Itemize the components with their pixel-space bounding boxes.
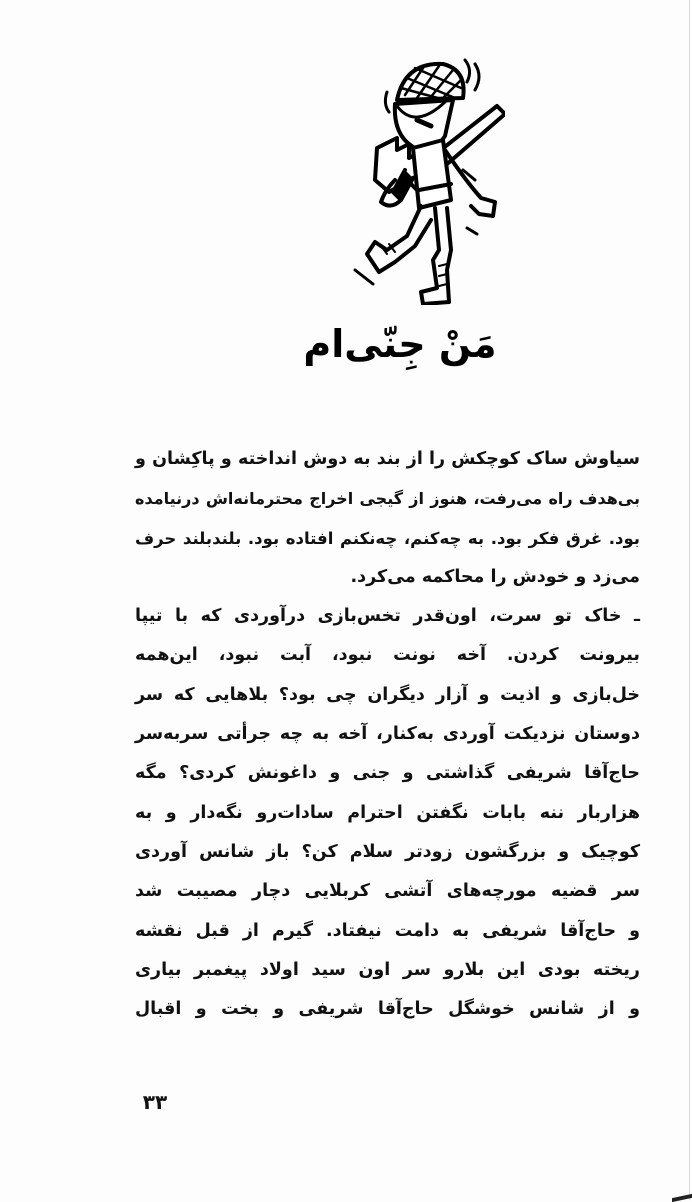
text-line: ـ خاک تو سرت، اون‌قدر تخس‌بازی درآوردی که با تیپا	[135, 606, 640, 627]
scan-corner-mark	[672, 1194, 692, 1202]
text-line: می‌زد و خودش را محاکمه می‌کرد.	[350, 566, 640, 587]
text-line: و از شانس خوشگل حاج‌آقا شریفی و بخت و اقبال	[135, 999, 640, 1020]
text-line: سر قضیه مورچه‌های آتشی کربلایی دچار مصیبت شد	[135, 881, 640, 902]
text-line: دوستان نزدیکت آوردی به‌کنار، آخه به چه جرأتی سربه‌سر	[135, 724, 640, 745]
right-leg	[421, 208, 451, 304]
page-edge	[689, 0, 690, 1200]
cartoon-soldier-illustration	[335, 40, 505, 305]
body-text	[135, 440, 640, 1029]
chapter-title: مَنْ جِنّی‌ام	[303, 322, 497, 366]
left-leg	[367, 206, 431, 272]
text-line: ریخته بودی این بلارو سر اون سید اولاد پیغمبر بیاری	[135, 959, 640, 980]
page-number: ۳۳	[142, 1090, 168, 1114]
text-line: هزاربار ننه بابات نگفتن احترام سادات‌رو نگه‌دار و به	[135, 802, 640, 823]
text-line: بود. غرق فکر بود. به چه‌کنم، چه‌نکنم افتاده بود. بلندبلند حرف	[135, 528, 640, 548]
text-line: خل‌بازی و اذیت و آزار دیگران چی بود؟ بلاهایی که سر	[135, 684, 640, 705]
text-line: حاج‌آقا شریفی گذاشتی و جنی و داغونش کردی؟ مگه	[135, 763, 640, 784]
text-line: سیاوش ساک کوچکش را از بند به دوش انداخته و پاکِشان و	[135, 449, 640, 469]
text-line: بیرونت کردن. آخه نونت نبود، آبت نبود، این‌همه	[135, 645, 640, 666]
text-line: بی‌هدف راه می‌رفت، هنوز از گیجی اخراج محترمانه‌اش درنیامده	[135, 489, 640, 509]
text-line: کوچیک و بزرگشون زودتر سلام کن؟ باز شانس آوردی	[135, 841, 640, 862]
text-line: و حاج‌آقا شریفی به دامت نیفتاد. گیرم از قبل نقشه	[135, 920, 640, 941]
